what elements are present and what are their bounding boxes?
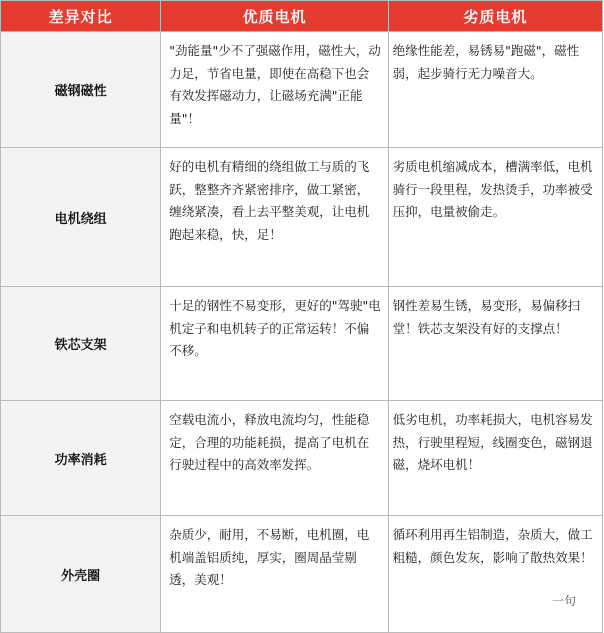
bad-text: 钢性差易生锈，易变形，易偏移扫堂！铁芯支架没有好的支撑点！ xyxy=(392,298,581,336)
bad-cell xyxy=(388,287,602,401)
bad-text: 绝缘性能差，易锈易"跑磁"，磁性弱，起步骑行无力噪音大。 xyxy=(392,43,580,81)
good-text: "劲能量"少不了强磁作用，磁性大，动力足，节省电量，即使在高稳下也会有效发挥磁动力，让磁场充满"正能量"！ xyxy=(169,43,381,126)
bad-cell xyxy=(388,148,602,287)
table-row xyxy=(1,148,603,287)
table-row xyxy=(1,516,603,633)
watermark: 一句 xyxy=(551,594,576,608)
bad-cell xyxy=(388,516,602,633)
header-comparison: 差异对比 xyxy=(1,1,161,32)
good-text: 好的电机有精细的绕组做工与质的飞跃，整整齐齐紧密排序，做工紧密，缠绕紧凑，看上去平整美观，让电机跑起来稳，快，足！ xyxy=(169,159,370,242)
row-label: 功率消耗 xyxy=(1,401,161,516)
bad-text: 低劣电机，功率耗损大，电机容易发热，行驶里程短，线圈变色，磁钢退磁，烧坏电机！ xyxy=(392,412,593,472)
good-cell xyxy=(161,148,388,287)
table-row xyxy=(1,401,603,516)
header-bad-motor: 劣质电机 xyxy=(388,1,602,32)
good-text: 十足的钢性不易变形，更好的"驾驶"电机定子和电机转子的正常运转！不偏不移。 xyxy=(169,298,381,358)
header-row xyxy=(1,1,603,32)
row-label: 铁芯支架 xyxy=(1,287,161,401)
bad-cell xyxy=(388,32,602,148)
good-cell xyxy=(161,516,388,633)
good-cell xyxy=(161,287,388,401)
table-row xyxy=(1,287,603,401)
good-cell xyxy=(161,32,388,148)
good-text: 杂质少，耐用，不易断，电机圈，电机端盖铝质纯，厚实，圈周晶莹剔透，美观！ xyxy=(169,527,370,587)
row-label: 外壳圈 xyxy=(1,516,161,633)
header-good-motor: 优质电机 xyxy=(161,1,388,32)
row-label: 磁钢磁性 xyxy=(1,32,161,148)
good-cell xyxy=(161,401,388,516)
bad-cell xyxy=(388,401,602,516)
good-text: 空载电流小，释放电流均匀，性能稳定，合理的功能耗损，提高了电机在行驶过程中的高效率发挥。 xyxy=(169,412,370,472)
bad-text: 劣质电机缩减成本，槽满率低，电机骑行一段里程，发热烫手，功率被受压抑，电量被偷走。 xyxy=(392,159,593,219)
bad-text: 循环利用再生铝制造，杂质大，做工粗糙，颜色发灰，影响了散热效果！ xyxy=(392,527,593,565)
row-label: 电机绕组 xyxy=(1,148,161,287)
table-row xyxy=(1,32,603,148)
